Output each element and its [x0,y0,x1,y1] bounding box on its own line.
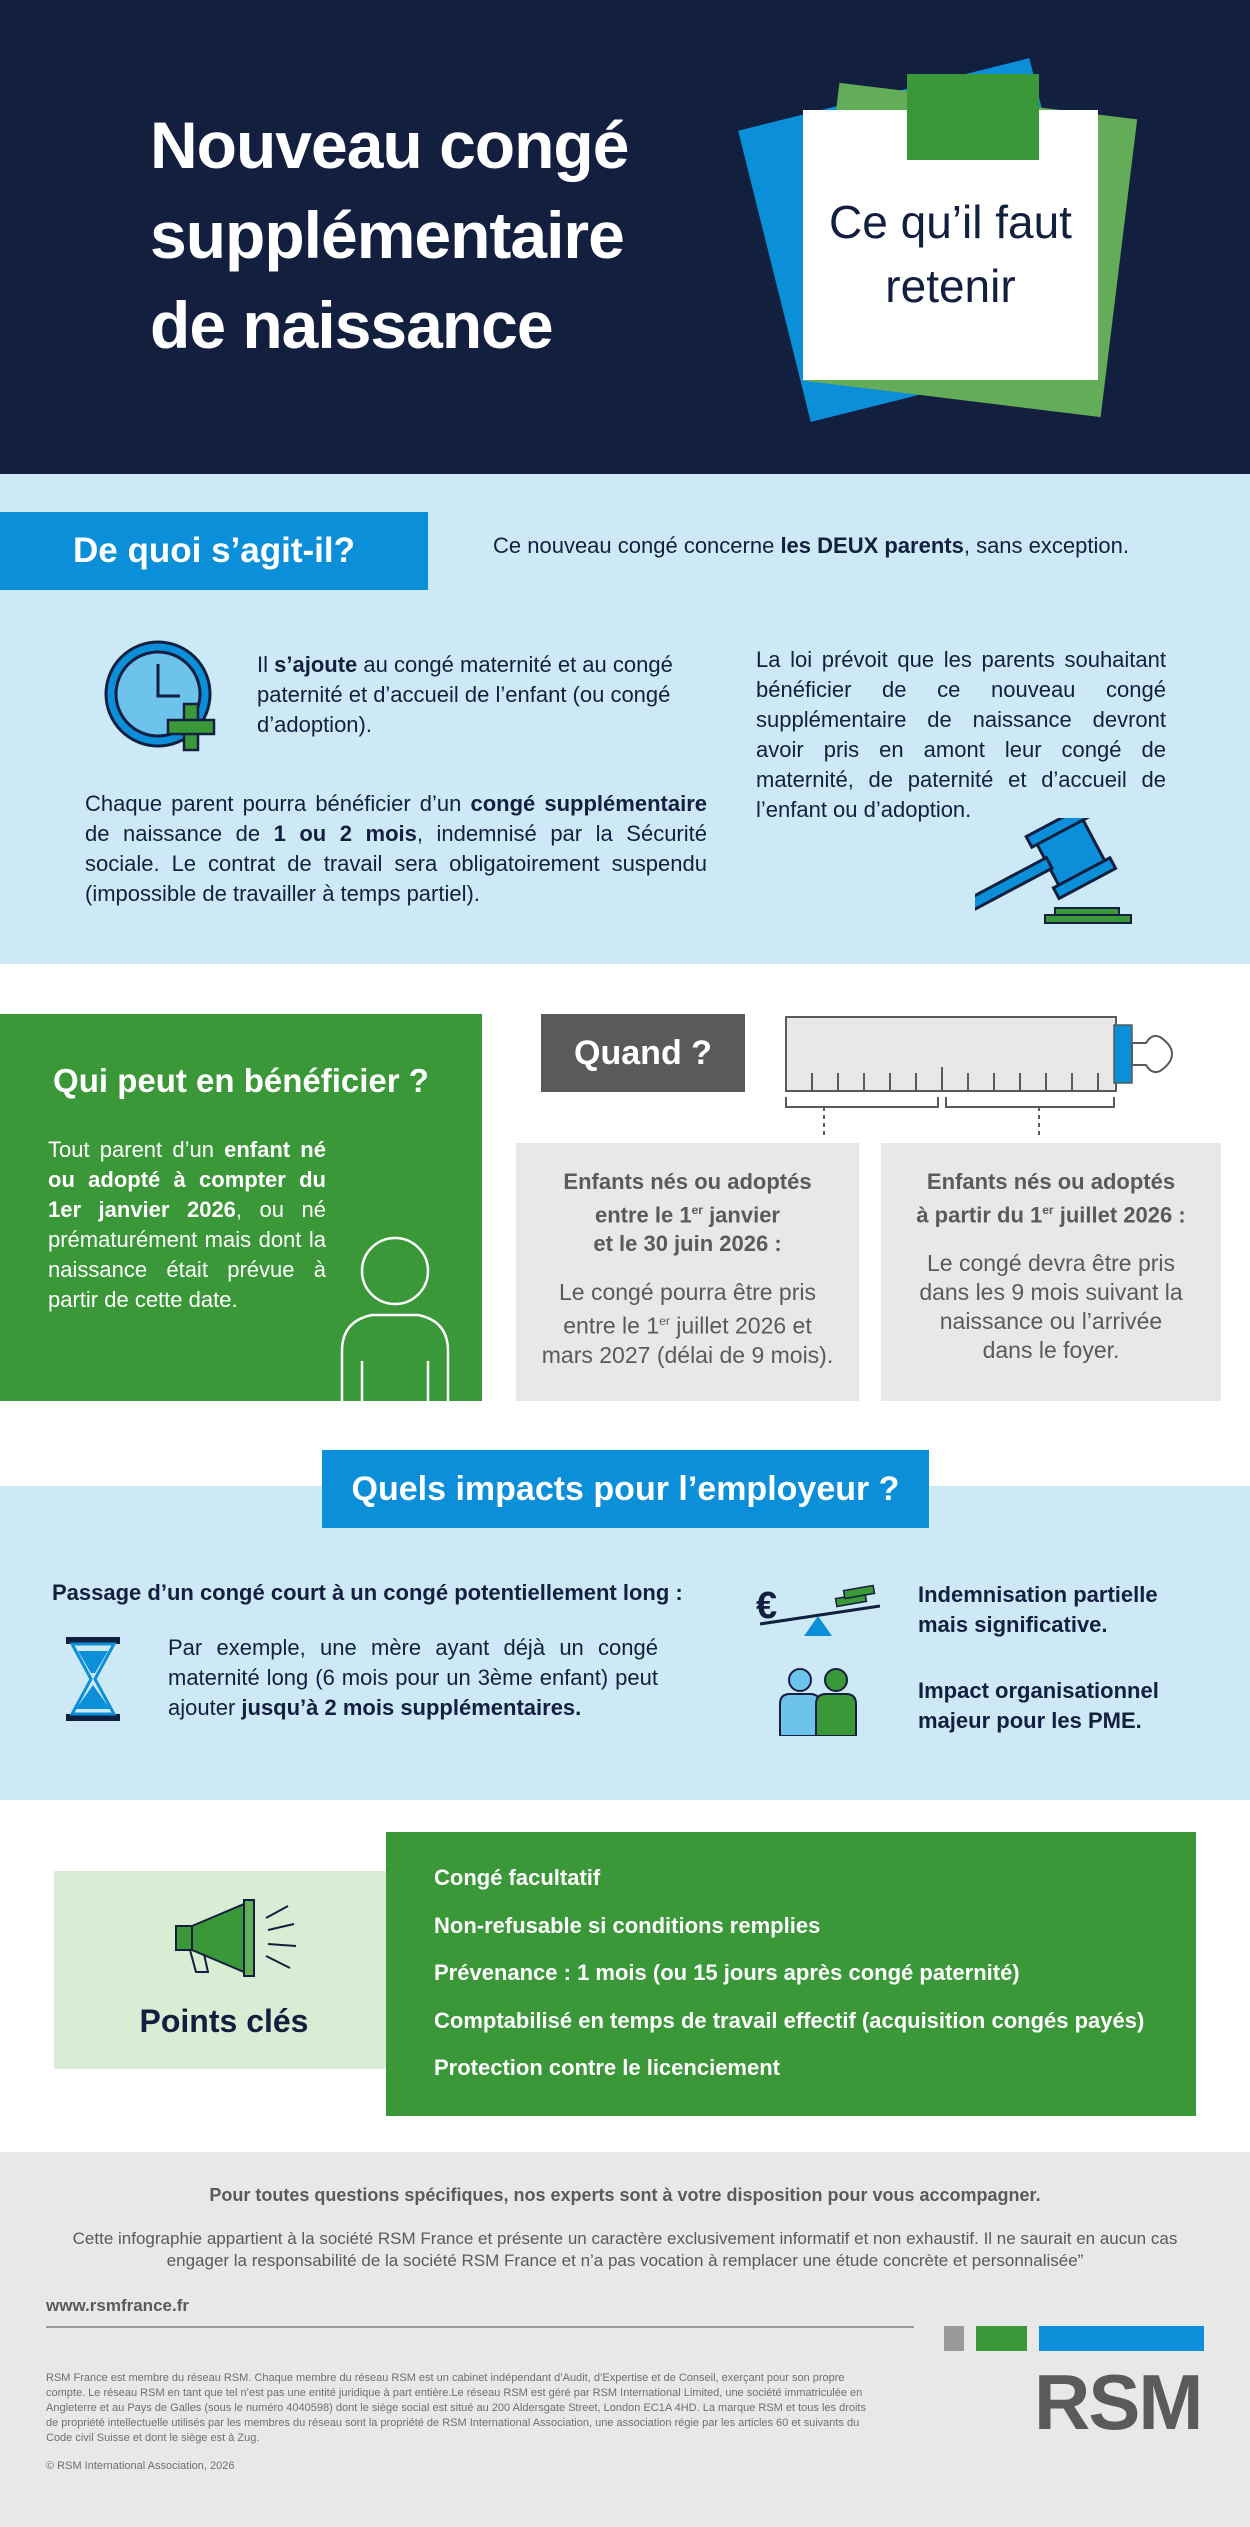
impact-organisationnel: Impact organisationnel majeur pour les PME. [918,1678,1159,1733]
period-box-2-text: Le congé devra être pris dans les 9 mois suivant la naissance ou l’arrivée dans le foyer. [919,1250,1183,1364]
euro-balance-icon [756,1580,888,1636]
list-item: Comptabilisé en temps de travail effectif (acquisition congés payés) [434,2007,1145,2033]
megaphone-icon [174,1896,300,1982]
paragraph-loi: La loi prévoit que les parents souhaitant bénéficier de ce nouveau congé supplémentaire de naissance devront avoir pris en amont leur congé de maternité, de paternité et d’accueil de l’enfant ou d’adoption. [756,647,1166,822]
points-cles-title: Points clés [139,2003,309,2039]
logo-bar-blue [1039,2326,1204,2351]
footer-legal: RSM France est membre du réseau RSM. Chaque membre du réseau RSM est un cabinet indépendant d’Audit, d’Expertise et de Conseil, exerçant pour son propre compte. Le réseau RSM en tant que tel n’est pas une entité juridique à part entière.Le réseau RSM est géré par RSM International Limited, une société immatriculée en Angleterre et au Pays de Galles (sous le numéro 4040598) dont le siège social est situé au 200 Aldersgate Street, London EC1A 4HD. La marque RSM et tous les droits de propriété intellectuelle utilisés par les membres du réseau sont la propriété de RSM International Association, une association régie par les articles 60 et suivants du Code civil Suisse et dont le siège est à Zug. [46,2372,866,2444]
page-title: Nouveau congé supplémentaire de naissance [150,108,629,362]
qui-peut-text: Tout parent d’un enfant né ou adopté à compter du 1er janvier 2026, ou né prématurément mais dont la naissance était prévue à partir de cette date. [48,1137,326,1312]
impacts-subtitle: Passage d’un congé court à un congé potentiellement long : [52,1580,683,1605]
section-heading-de-quoi: De quoi s’agit-il? [0,512,428,590]
list-item: Non-refusable si conditions remplies [434,1912,821,1938]
sticky-note-tab [907,74,1039,160]
impact-indemnisation: Indemnisation partielle mais significative. [918,1582,1158,1637]
impacts-example: Par exemple, une mère ayant déjà un congé maternité long (6 mois pour un 3ème enfant) peut ajouter jusqu’à 2 mois supplémentaires. [168,1635,658,1720]
quand-heading: Quand ? [541,1014,745,1092]
svg-text:€: € [756,1585,778,1627]
clock-plus-icon [104,638,220,754]
gavel-icon [975,818,1145,924]
hourglass-icon [64,1635,122,1723]
logo-bar-grey [944,2326,964,2351]
qui-peut-title: Qui peut en bénéficier ? [53,1062,429,1099]
people-icon [778,1668,860,1736]
list-item: Congé facultatif [434,1865,601,1890]
website-link[interactable]: www.rsmfrance.fr [46,2296,189,2315]
rsm-logo: RSM [1034,2358,1202,2446]
note-text: Ce qu’il faut retenir [829,196,1072,312]
footer-copyright: © RSM International Association, 2026 [46,2460,235,2472]
footer-disclaimer: Cette infographie appartient à la société RSM France et présente un caractère exclusivement informatif et non exhaustif. Il ne saurait en aucun cas engager la responsabilité de la société RSM France et n’a pas vocation à remplacer une étude concrète et personnalisée” [72,2229,1178,2270]
list-item: Protection contre le licenciement [434,2055,780,2080]
period-box-1 [516,1143,859,1401]
person-icon [338,1235,452,1401]
period-box-1-heading: Enfants nés ou adoptés entre le 1er janvier et le 30 juin 2026 : [563,1169,812,1257]
footer-contact: Pour toutes questions spécifiques, nos experts sont à votre disposition pour vous accompagner. [209,2185,1041,2205]
paragraph-ajoute: Il s’ajoute au congé maternité et au congé paternité et d’accueil de l’enfant (ou congé d’adoption). [257,652,673,737]
period-box-2-heading: Enfants nés ou adoptés à partir du 1er juillet 2026 : [916,1169,1186,1228]
paragraph-beneficier: Chaque parent pourra bénéficier d’un congé supplémentaire de naissance de 1 ou 2 mois, indemnisé par la Sécurité sociale. Le contrat de travail sera obligatoirement suspendu (impossible de travailler à temps partiel). [85,791,707,906]
period-box-1-text: Le congé pourra être pris entre le 1er juillet 2026 et mars 2027 (délai de 9 mois). [541,1279,834,1368]
footer-divider [46,2326,914,2328]
list-item: Prévenance : 1 mois (ou 15 jours après congé paternité) [434,1960,1020,1985]
section-heading-impacts: Quels impacts pour l’employeur ? [322,1450,929,1528]
points-cles-list [434,1860,1174,2098]
baby-bottle-icon [784,1015,1174,1145]
intro-text: Ce nouveau congé concerne les DEUX parents, sans exception. [493,533,1129,558]
period-box-2 [881,1143,1221,1401]
logo-bar-green [976,2326,1027,2351]
